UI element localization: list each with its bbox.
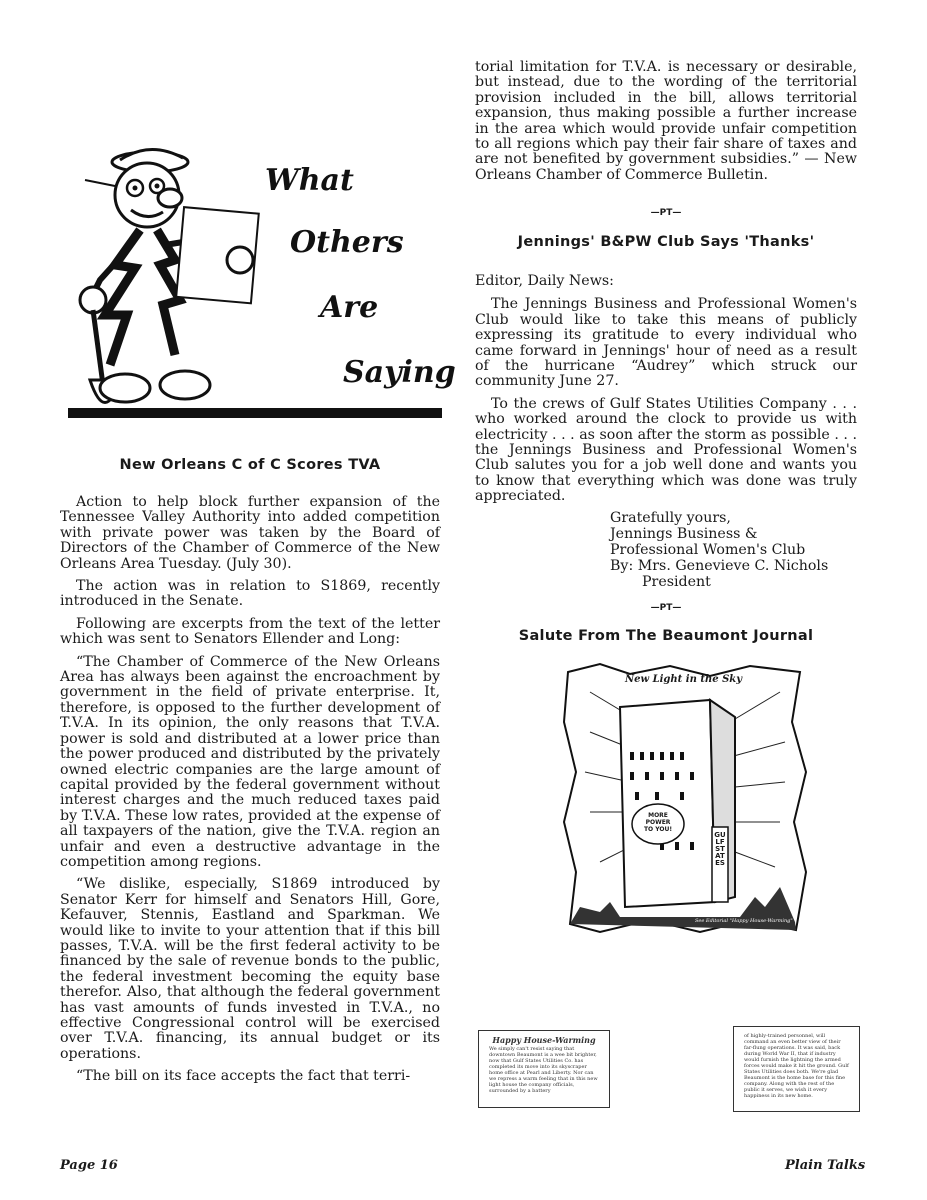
bubble-line: POWER (645, 819, 671, 826)
letter-paragraph: The Jennings Business and Professional Women's Club would like to take this means of publicly expressing its gratitude to every individual who came forward in Jennings' hour of need as a result of the hurricane “Audrey” which struck our community June 27. (475, 296, 857, 390)
title-others: Others (290, 225, 404, 260)
clipping-text: of highly-trained personnel, will command an even better view of their far-flung operations. It was said, back during World War II, that if industry would furnish the lightning the armed forces would make it hit the ground. Gulf States Utilities does both. We're glad Beaumont is the home base for this fine company. Along with the rest of the public it serves, we wish it every happiness in its new home. (744, 1033, 849, 1099)
clipping-right (733, 1026, 860, 1112)
cartoon-bubble (638, 812, 678, 833)
left-article-body (60, 495, 440, 1092)
reddy-kilowatt-illustration (65, 140, 265, 420)
left-paragraph: “The Chamber of Commerce of the New Orleans Area has always been against the encroachment by government in the field of private enterprise. It, therefore, is opposed to the further development of T.V.A. In its opinion, the only reasons that T.V.A. power is sold and distributed at a lower price than the power produced and distributed by the privately owned electric companies are the large amount of capital provided by the federal government without interest charges and the much reduced taxes paid by T.V.A. These low rates, provided at the expense of all taxpayers of the nation, give the T.V.A. region an unfair and even a destructive advantage in the competition among regions. (60, 653, 440, 870)
left-paragraph: “We dislike, especially, S1869 introduced by Senator Kerr for himself and Senators Hill, Gore, Kefauver, Stennis, Eastland and Sparkman. We would like to invite to your attention that if this bill passes, T.V.A. will be the first federal activity to be financed by the sale of revenue bonds to the public, the federal investment becoming the equity base therefor. Also, that although the federal government has vast amounts of funds invested in T.V.A., no effective Congressional control will be exercised over T.V.A. financing, its annual budget or its operations. (60, 876, 440, 1062)
left-paragraph: The action was in relation to S1869, recently introduced in the Senate. (60, 578, 440, 610)
letter-salutation: Editor, Daily News: (475, 273, 614, 289)
article-continuation (475, 60, 857, 190)
clipping-text: We simply can't resist saying that downtown Beaumont is a wee bit brighter, now that Gulf States Utilities Co. has completed its move into its skyscraper home office at Pearl and Liberty. Nor can we repress a warm feeling that in this new light house the company officials, surrounded by a battery (489, 1046, 598, 1094)
publication-name: Plain Talks (785, 1158, 866, 1173)
clipping-title: Happy House-Warming (492, 1035, 596, 1045)
page-number: Page 16 (60, 1158, 118, 1173)
title-underline (68, 408, 442, 418)
left-paragraph: “The bill on its face accepts the fact that terri- (76, 1068, 411, 1085)
left-article-headline: New Orleans C of C Scores TVA (119, 457, 381, 473)
title-what: What (265, 163, 354, 198)
signature-line: By: Mrs. Genevieve C. Nichols (610, 558, 829, 574)
cartoon (560, 662, 810, 937)
signature-line: President (642, 574, 711, 590)
letter-signature (610, 510, 828, 590)
clipping-left (478, 1030, 610, 1108)
letter-paragraph: To the crews of Gulf States Utilities Company . . . who worked around the clock to provide us with electricity . . . as soon after the storm as possible . . . the Jennings Business and Professional Women's Club salutes you for a job well done and wants you to know that everything which was done was truly appreciated. (475, 395, 857, 505)
cartoon-title: New Light in the Sky (625, 674, 743, 685)
left-paragraph: Following are excerpts from the text of the letter which was sent to Senators Ellender and Long: (60, 615, 440, 648)
continuation-paragraph: torial limitation for T.V.A. is necessary or desirable, but instead, due to the wording of the territorial provision included in the bill, allows territorial expansion, thus making possible a further increase in the area which would provide unfair competition to all regions which pay their fair share of taxes and are not benefited by government subsidies.” — New Orleans Chamber of Commerce Bulletin. (475, 59, 857, 183)
title-saying: Saying (343, 355, 456, 390)
salute-headline: Salute From The Beaumont Journal (518, 628, 814, 644)
bubble-line: TO YOU! (643, 826, 673, 833)
letter-body (475, 274, 857, 512)
signature-line: Jennings Business & (610, 526, 758, 542)
bubble-line: MORE (648, 812, 668, 819)
signature-line: Gratefully yours, (610, 510, 731, 526)
left-paragraph: Action to help block further expansion of the Tennessee Valley Authority into added competition with private power was taken by the Board of Directors of the Chamber of Commerce of the New Orleans Area Tuesday. (July 30). (60, 494, 440, 572)
separator: —PT— (650, 208, 682, 218)
letter-headline: Jennings' B&PW Club Says 'Thanks' (517, 234, 815, 250)
cartoon-sign: GULF STATES (714, 831, 726, 867)
signature-line: Professional Women's Club (610, 542, 806, 558)
reddy-kilowatt-icon (65, 140, 265, 420)
cartoon-caption: See Editorial "Happy House-Warming" (695, 918, 793, 924)
title-are: Are (320, 290, 379, 325)
separator: —PT— (650, 603, 682, 613)
